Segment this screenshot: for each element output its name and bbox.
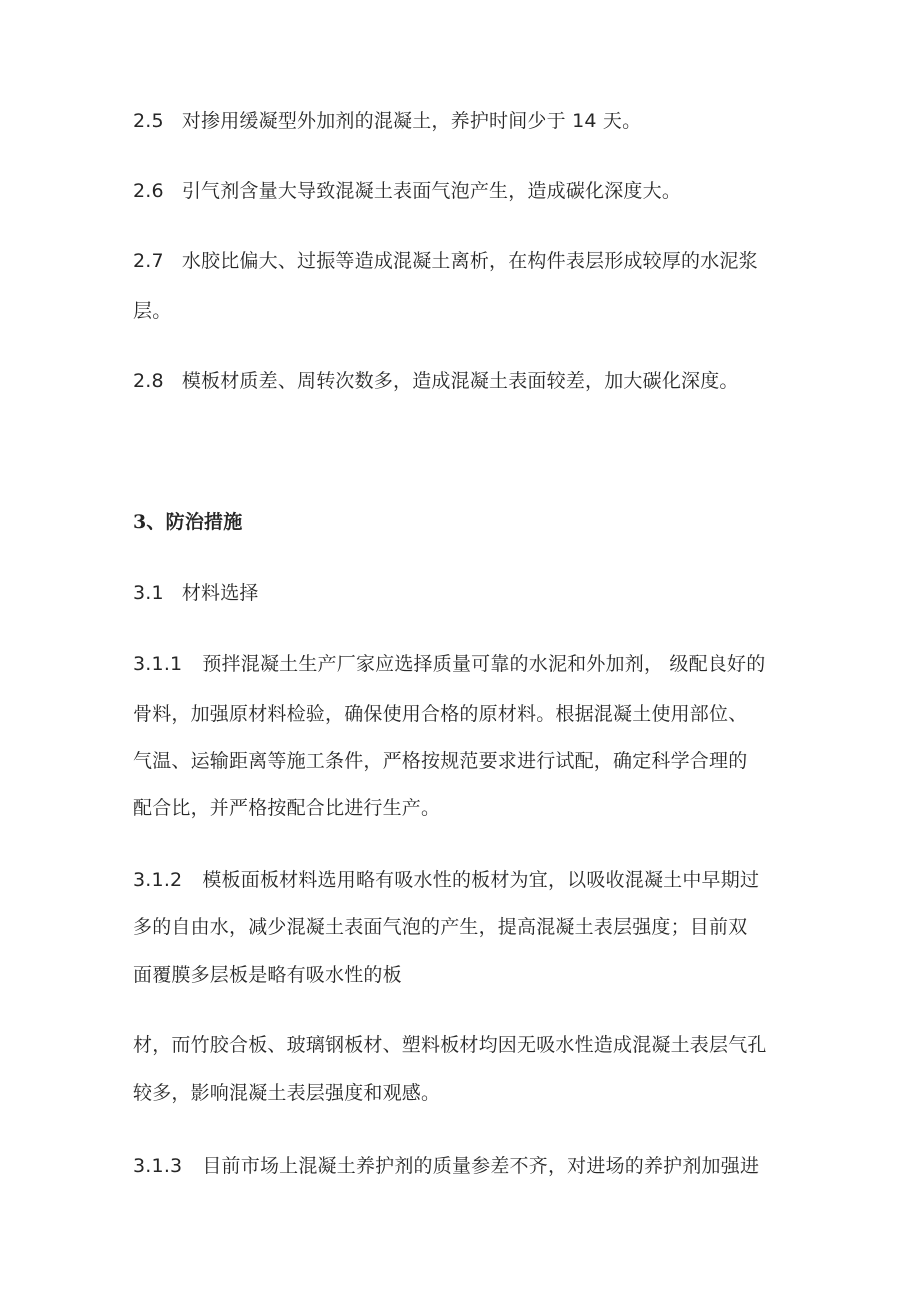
para-text: 模板面板材料选用略有吸水性的板材为宜，以吸收混凝土中早期过 <box>202 869 760 891</box>
item-2-8 <box>133 368 813 394</box>
item-2-5 <box>133 108 813 134</box>
item-text: 水胶比偏大、过振等造成混凝土离析，在构件表层形成较厚的水泥浆 <box>181 250 758 272</box>
item-text: 引气剂含量大导致混凝土表面气泡产生，造成碳化深度大。 <box>181 180 682 202</box>
item-number: 2.7 <box>133 250 164 272</box>
item-text: 层。 <box>133 300 172 322</box>
item-2-7-continuation <box>133 298 813 324</box>
para-3-1-1-line-3: 气温、运输距离等施工条件，严格按规范要求进行试配，确定科学合理的 <box>133 750 748 772</box>
para-3-1-1-line-4: 配合比，并严格按配合比进行生产。 <box>133 797 441 819</box>
para-number: 3.1.3 <box>133 1155 183 1177</box>
item-2-7 <box>133 248 813 274</box>
para-text: 预拌混凝土生产厂家应选择质量可靠的水泥和外加剂， 级配良好的 <box>202 653 766 675</box>
para-3-1-3-line-1 <box>133 1153 813 1179</box>
para-3-1-1-line-2: 骨料，加强原材料检验，确保使用合格的原材料。根据混凝土使用部位、 <box>133 703 748 725</box>
sub-heading-text: 材料选择 <box>181 582 259 604</box>
item-text: 对掺用缓凝型外加剂的混凝土，养护时间少于 14 天。 <box>181 110 642 132</box>
item-2-6 <box>133 178 813 204</box>
para-number: 3.1.2 <box>133 869 183 891</box>
sub-heading-3-1 <box>133 580 813 606</box>
item-number: 2.5 <box>133 110 164 132</box>
para-3-1-2-cont-line-1: 材，而竹胶合板、玻璃钢板材、塑料板材均因无吸水性造成混凝土表层气孔 <box>133 1034 767 1056</box>
para-text: 目前市场上混凝土养护剂的质量参差不齐，对进场的养护剂加强进 <box>202 1155 760 1177</box>
para-3-1-2-line-1 <box>133 867 813 893</box>
para-3-1-2-line-3: 面覆膜多层板是略有吸水性的板 <box>133 964 402 986</box>
para-3-1-2-line-2: 多的自由水，减少混凝土表面气泡的产生，提高混凝土表层强度；目前双 <box>133 916 748 938</box>
para-number: 3.1.1 <box>133 653 183 675</box>
item-text: 模板材质差、周转次数多，造成混凝土表面较差，加大碳化深度。 <box>181 370 739 392</box>
item-number: 2.6 <box>133 180 164 202</box>
sub-heading-number: 3.1 <box>133 582 164 604</box>
para-3-1-1-line-1 <box>133 651 813 677</box>
section-heading: 3、防治措施 <box>133 511 243 533</box>
para-3-1-2-cont-line-2: 较多，影响混凝土表层强度和观感。 <box>133 1082 441 1104</box>
item-number: 2.8 <box>133 370 164 392</box>
